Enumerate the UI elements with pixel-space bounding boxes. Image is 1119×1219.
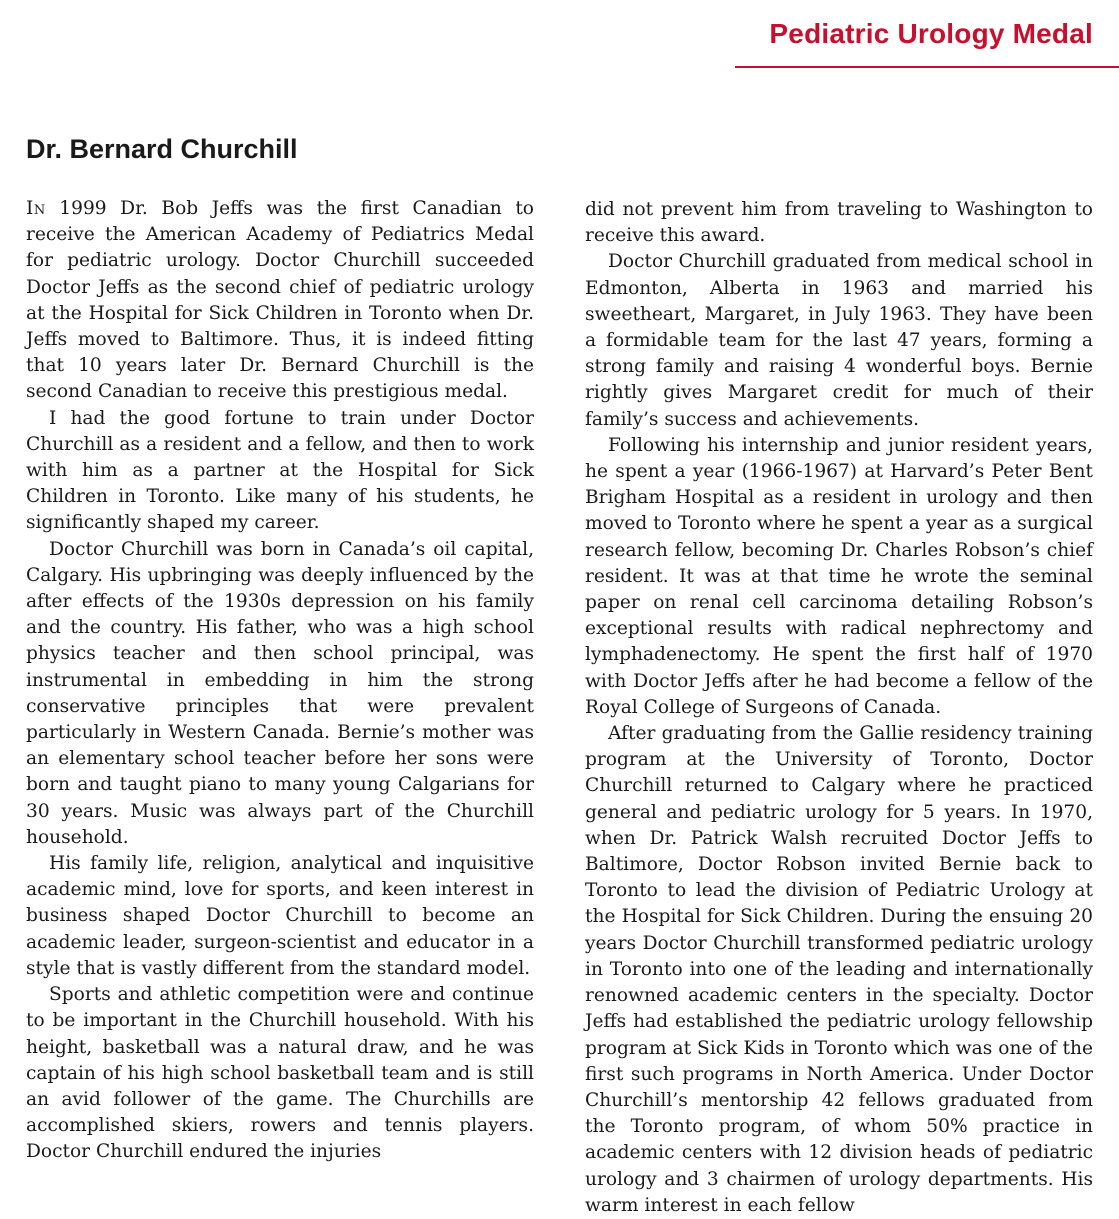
section-title: Pediatric Urology Medal [769,18,1093,49]
paragraph: Doctor Churchill graduated from medical school in Edmonton, Alberta in 1963 and married his sweetheart, Margaret, in July 1963. They have been a formidable team for the last 47 years, forming a strong family and raising 4 wonderful boys. Bernie rightly gives Margaret credit for much of their family’s success and achievements. [585,251,1093,430]
paragraph: Doctor Churchill was born in Canada’s oil capital, Calgary. His upbringing was deeply influenced by the after effects of the 1930s depression on his family and the country. His father, who was a high school physics teacher and then school principal, was instrumental in embedding in him the strong conservative principles that were prevalent particularly in Western Canada. Bernie’s mother was an elementary school teacher before her sons were born and taught piano to many young Calgarians for 30 years. Music was always part of the Churchill household. [26,538,534,848]
paragraph [26,196,534,406]
left-column [26,196,534,1166]
paragraph: did not prevent him from traveling to Washington to receive this award. [585,199,1093,247]
paragraph: After graduating from the Gallie residency training program at the University of Toronto, Doctor Churchill returned to Calgary where he practiced general and pediatric urology for 5 years. In 1970, when Dr. Patrick Walsh recruited Doctor Jeffs to Baltimore, Doctor Robson invited Bernie back to Toronto to lead the division of Pediatric Urology at the Hospital for Sick Children. During the ensuing 20 years Doctor Churchill transformed pediatric urology in Toronto into one of the leading and internationally renowned academic centers in the specialty. Doctor Jeffs had established the pediatric urology fellowship program at Sick Kids in Toronto which was one of the first such programs in North America. Under Doctor Churchill’s mentorship 42 fellows graduated from the Toronto program, of whom 50% practice in academic centers with 12 division heads of pediatric urology and 3 chairmen of urology departments. His warm interest in each fellow [585,723,1093,1216]
paragraph: His family life, religion, analytical and inquisitive academic mind, love for sports, and keen interest in business shaped Doctor Churchill to become an academic leader, surgeon-scientist and educator in a style that is vastly different from the standard model. [26,853,534,979]
paragraph: I had the good fortune to train under Doctor Churchill as a resident and a fellow, and then to work with him as a partner at the Hospital for Sick Children in Toronto. Like many of his students, he significantly shaped my career. [26,407,534,534]
article-title: Dr. Bernard Churchill [26,134,298,164]
right-column [585,197,1093,1219]
paragraph: Following his internship and junior resident years, he spent a year (1966-1967) at Harvard’s Peter Bent Brigham Hospital as a resident in urology and then moved to Toronto where he spent a year as a surgical research fellow, becoming Dr. Charles Robson’s chief resident. It was at that time he wrote the seminal paper on renal cell carcinoma detailing Robson’s exceptional results with radical nephrectomy and lymphadenectomy. He spent the first half of 1970 with Doctor Jeffs after he had become a fellow of the Royal College of Surgeons of Canada. [585,434,1093,718]
dropcap: In [26,198,46,219]
paragraph-text: 1999 Dr. Bob Jeffs was the first Canadian to receive the American Academy of Pediatrics Medal for pediatric urology. Doctor Churchill succeeded Doctor Jeffs as the second chief of pediatric urology at the Hospital for Sick Children in Toronto when Dr. Jeffs moved to Baltimore. Thus, it is indeed fitting that 10 years later Dr. Bernard Churchill is the second Canadian to receive this prestigious medal. [26,198,534,403]
header-rule [735,66,1119,68]
paragraph: Sports and athletic competition were and continue to be important in the Churchill household. With his height, basketball was a natural draw, and he was captain of his high school basketball team and is still an avid follower of the game. The Churchills are accomplished skiers, rowers and tennis players. Doctor Churchill endured the injuries [26,984,534,1163]
